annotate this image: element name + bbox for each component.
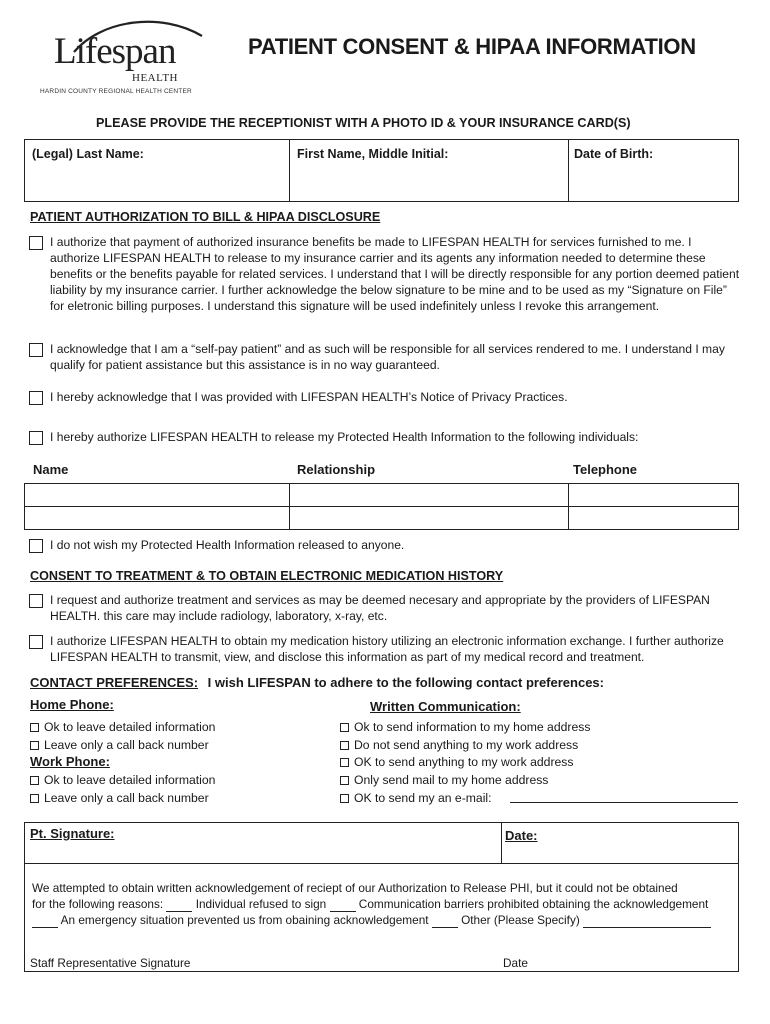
refused-label: Individual refused to sign [195,897,327,911]
contact-preferences-heading [30,675,604,690]
written-option-home-label: Ok to send information to my home address [354,720,591,734]
emergency-label: An emergency situation prevented us from obaining acknowledgement [60,913,429,927]
checkbox-icon[interactable] [340,723,349,732]
release-table [24,483,739,530]
written-option-work[interactable] [340,755,573,769]
staff-date-label: Date [503,956,528,970]
release-name-header: Name [33,462,69,477]
no-release-text: I do not wish my Protected Health Information released to anyone. [50,538,405,552]
contact-heading-rest: I wish LIFESPAN to adhere to the following contact preferences: [207,675,604,690]
release-row-2-relationship[interactable] [291,508,567,528]
authorize-billing-text: I authorize that payment of authorized insurance benefits be made to LIFESPAN HEALTH for services furnished to me. I authorize LIFESPAN HEALTH to release to my insurance carrier and its agents any information needed to determine these benefits or the benefits payable for related services. I understand that I will be directly responsible for any portion deemed patient liability by my insurance carrier. I further acknowledge the below signature to be mine and to be used as my “Signature on File” for eletronic billing purposes. I understand this signature will be used indefinitely unless I revoke this arrangement. [50,235,740,313]
medication-history-text: I authorize LIFESPAN HEALTH to obtain my medication history utilizing an electronic information exchange. I further authorize LIFESPAN HEALTH to transmit, view, and disclose this information as part of my medical record and treatment. [50,634,724,664]
release-telephone-header: Telephone [573,462,638,477]
release-row-2-telephone[interactable] [570,508,736,528]
medication-history-checkbox[interactable] [29,635,43,649]
written-communication-label: Written Communication: [370,699,521,714]
form-title: PATIENT CONSENT & HIPAA INFORMATION [248,34,696,59]
written-option-home-only-label: Only send mail to my home address [354,773,549,787]
written-option-work-label: OK to send anything to my work address [354,755,574,769]
logo-subtitle: HARDIN COUNTY REGIONAL HEALTH CENTER [40,88,192,95]
self-pay-text: I acknowledge that I am a “self-pay patient” and as such will be responsible for all services rendered to me. I understand I may qualify for patient assistance but this assistance is in no way guaranteed. [50,342,725,372]
signature-date-label: Date: [505,828,538,843]
work-phone-option-detailed-label: Ok to leave detailed information [44,773,216,787]
home-phone-option-detailed-label: Ok to leave detailed information [44,720,216,734]
no-release-checkbox[interactable] [29,539,43,553]
checkbox-icon[interactable] [340,776,349,785]
first-name-field[interactable] [293,166,565,199]
checkbox-icon[interactable] [340,741,349,750]
release-phi-text: I hereby authorize LIFESPAN HEALTH to release my Protected Health Information to the following individuals: [50,430,639,444]
consent-treatment-text: I request and authorize treatment and services as may be deemed necesary and appropriate by the providers of LIFESPAN HEALTH. this care may include radiology, laboratory, x-ray, etc. [50,593,710,623]
last-name-field[interactable] [27,166,287,199]
other-specify-field[interactable] [583,927,711,928]
release-row-1-name[interactable] [25,484,287,506]
release-row-1-relationship[interactable] [291,484,567,506]
checkbox-icon[interactable] [30,741,39,750]
logo-health: HEALTH [132,72,178,84]
pt-signature-label: Pt. Signature: [30,826,115,841]
last-name-label: (Legal) Last Name: [32,147,144,161]
lifespan-logo [40,14,220,94]
first-name-label: First Name, Middle Initial: [297,147,449,161]
email-input[interactable] [510,789,738,803]
authorization-heading: PATIENT AUTHORIZATION TO BILL & HIPAA DISCLOSURE [30,210,381,224]
pt-signature-field[interactable] [27,843,497,861]
checkbox-icon[interactable] [340,794,349,803]
work-phone-label: Work Phone: [30,754,110,769]
signature-box [24,822,739,972]
checkbox-icon[interactable] [30,723,39,732]
signature-date-field[interactable] [505,845,735,861]
home-phone-option-callback-label: Leave only a call back number [44,738,209,752]
staff-line-3 [32,912,711,928]
staff-signature-label: Staff Representative Signature [30,956,191,970]
consent-heading: CONSENT TO TREATMENT & TO OBTAIN ELECTRONIC MEDICATION HISTORY [30,569,504,583]
work-phone-option-callback[interactable] [30,791,209,805]
privacy-notice-text: I hereby acknowledge that I was provided with LIFESPAN HEALTH’s Notice of Privacy Practices. [50,390,568,404]
other-label: Other (Please Specify) [461,913,580,927]
instruction-text: PLEASE PROVIDE THE RECEPTIONIST WITH A PHOTO ID & YOUR INSURANCE CARD(S) [96,116,631,130]
staff-reasons-label: for the following reasons: [32,897,164,911]
release-phi-checkbox[interactable] [29,431,43,445]
release-row-1-telephone[interactable] [570,484,736,506]
other-blank[interactable] [432,927,458,928]
patient-info-box [24,139,739,202]
consent-treatment-checkbox[interactable] [29,594,43,608]
logo-wordmark: Lifespan [54,31,176,72]
home-phone-option-callback[interactable] [30,738,209,752]
contact-heading-label: CONTACT PREFERENCES: [30,675,199,690]
checkbox-icon[interactable] [30,776,39,785]
home-phone-label: Home Phone: [30,697,114,712]
staff-line-1: We attempted to obtain written acknowledgement of reciept of our Authorization to Release PHI, but it could not be obtained [32,881,678,895]
checkbox-icon[interactable] [30,794,39,803]
release-row-2-name[interactable] [25,508,287,528]
dob-field[interactable] [572,166,736,199]
written-option-no-work-label: Do not send anything to my work address [354,738,579,752]
written-option-email[interactable] [340,791,492,805]
privacy-notice-checkbox[interactable] [29,391,43,405]
written-option-email-label: OK to send my an e-mail: [354,791,492,805]
written-option-home[interactable] [340,720,590,734]
written-option-home-only[interactable] [340,773,548,787]
authorize-billing-checkbox[interactable] [29,236,43,250]
staff-line-2 [32,896,708,912]
work-phone-option-callback-label: Leave only a call back number [44,791,209,805]
work-phone-option-detailed[interactable] [30,773,215,787]
self-pay-checkbox[interactable] [29,343,43,357]
written-option-no-work[interactable] [340,738,578,752]
release-relationship-header: Relationship [297,462,376,477]
checkbox-icon[interactable] [340,758,349,767]
emergency-blank[interactable] [32,927,58,928]
barriers-label: Communication barriers prohibited obtaining the acknowledgement [358,897,709,911]
home-phone-option-detailed[interactable] [30,720,215,734]
dob-label: Date of Birth: [574,147,654,161]
